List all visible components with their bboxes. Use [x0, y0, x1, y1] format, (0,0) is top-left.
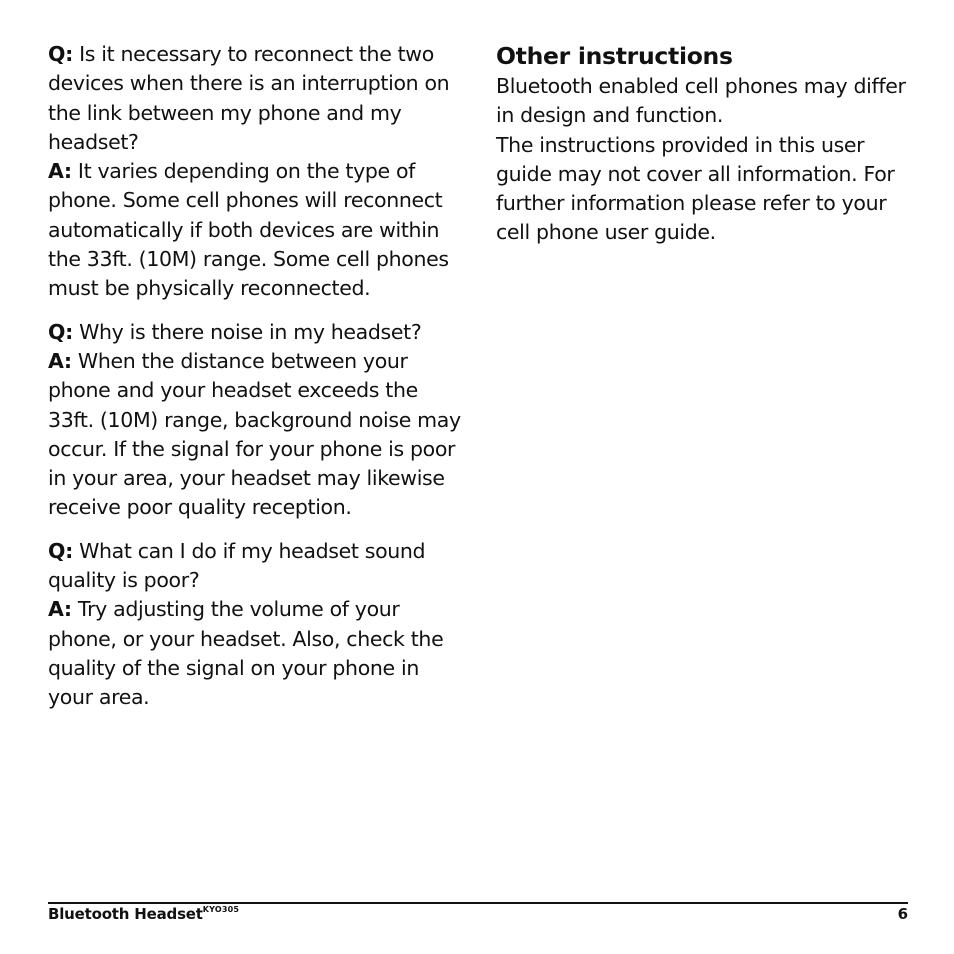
section-heading: Other instructions: [496, 42, 733, 70]
faq-question: [48, 318, 468, 347]
faq-answer: [48, 595, 468, 712]
question-prefix: Q:: [48, 42, 73, 66]
question-prefix: Q:: [48, 319, 73, 344]
page-number: 6: [897, 905, 908, 923]
answer-text: When the distance between your phone and your headset exceeds the 33ft. (10M) range, background noise may occur. If the signal for your phone is poor in your area, your headset may likewise receive poor quality reception.: [48, 348, 461, 520]
answer-prefix: A:: [48, 348, 72, 373]
footer-title: [48, 904, 239, 924]
question-text: What can I do if my headset sound quality is poor?: [48, 538, 426, 593]
question-text: Why is there noise in my headset?: [79, 319, 422, 344]
model-number: KYO305: [202, 905, 240, 914]
paragraph: The instructions provided in this user guide may not cover all information. For further information please refer to your cell phone user guide.: [496, 132, 895, 245]
answer-prefix: A:: [48, 597, 72, 622]
product-name: Bluetooth Headset: [48, 905, 203, 923]
faq-question: [48, 537, 468, 596]
answer-text: Try adjusting the volume of your phone, or your headset. Also, check the quality of the signal on your phone in your area.: [48, 597, 444, 710]
faq-item: [48, 318, 468, 523]
question-text: Is it necessary to reconnect the two devices when there is an interruption on the link between my phone and my headset?: [48, 42, 450, 154]
answer-text: It varies depending on the type of phone. Some cell phones will reconnect automatically if both devices are within the 33ft. (10M) range. Some cell phones must be physically reconnected.: [48, 159, 449, 301]
question-prefix: Q:: [48, 538, 73, 563]
faq-item: [48, 537, 468, 713]
faq-column: [48, 40, 468, 727]
answer-prefix: A:: [48, 159, 72, 184]
faq-answer: [48, 157, 468, 303]
other-instructions-section: [496, 40, 916, 248]
faq-item: [48, 40, 468, 304]
faq-answer: [48, 347, 468, 523]
paragraph: Bluetooth enabled cell phones may differ in design and function.: [496, 74, 906, 128]
faq-question: [48, 40, 468, 157]
